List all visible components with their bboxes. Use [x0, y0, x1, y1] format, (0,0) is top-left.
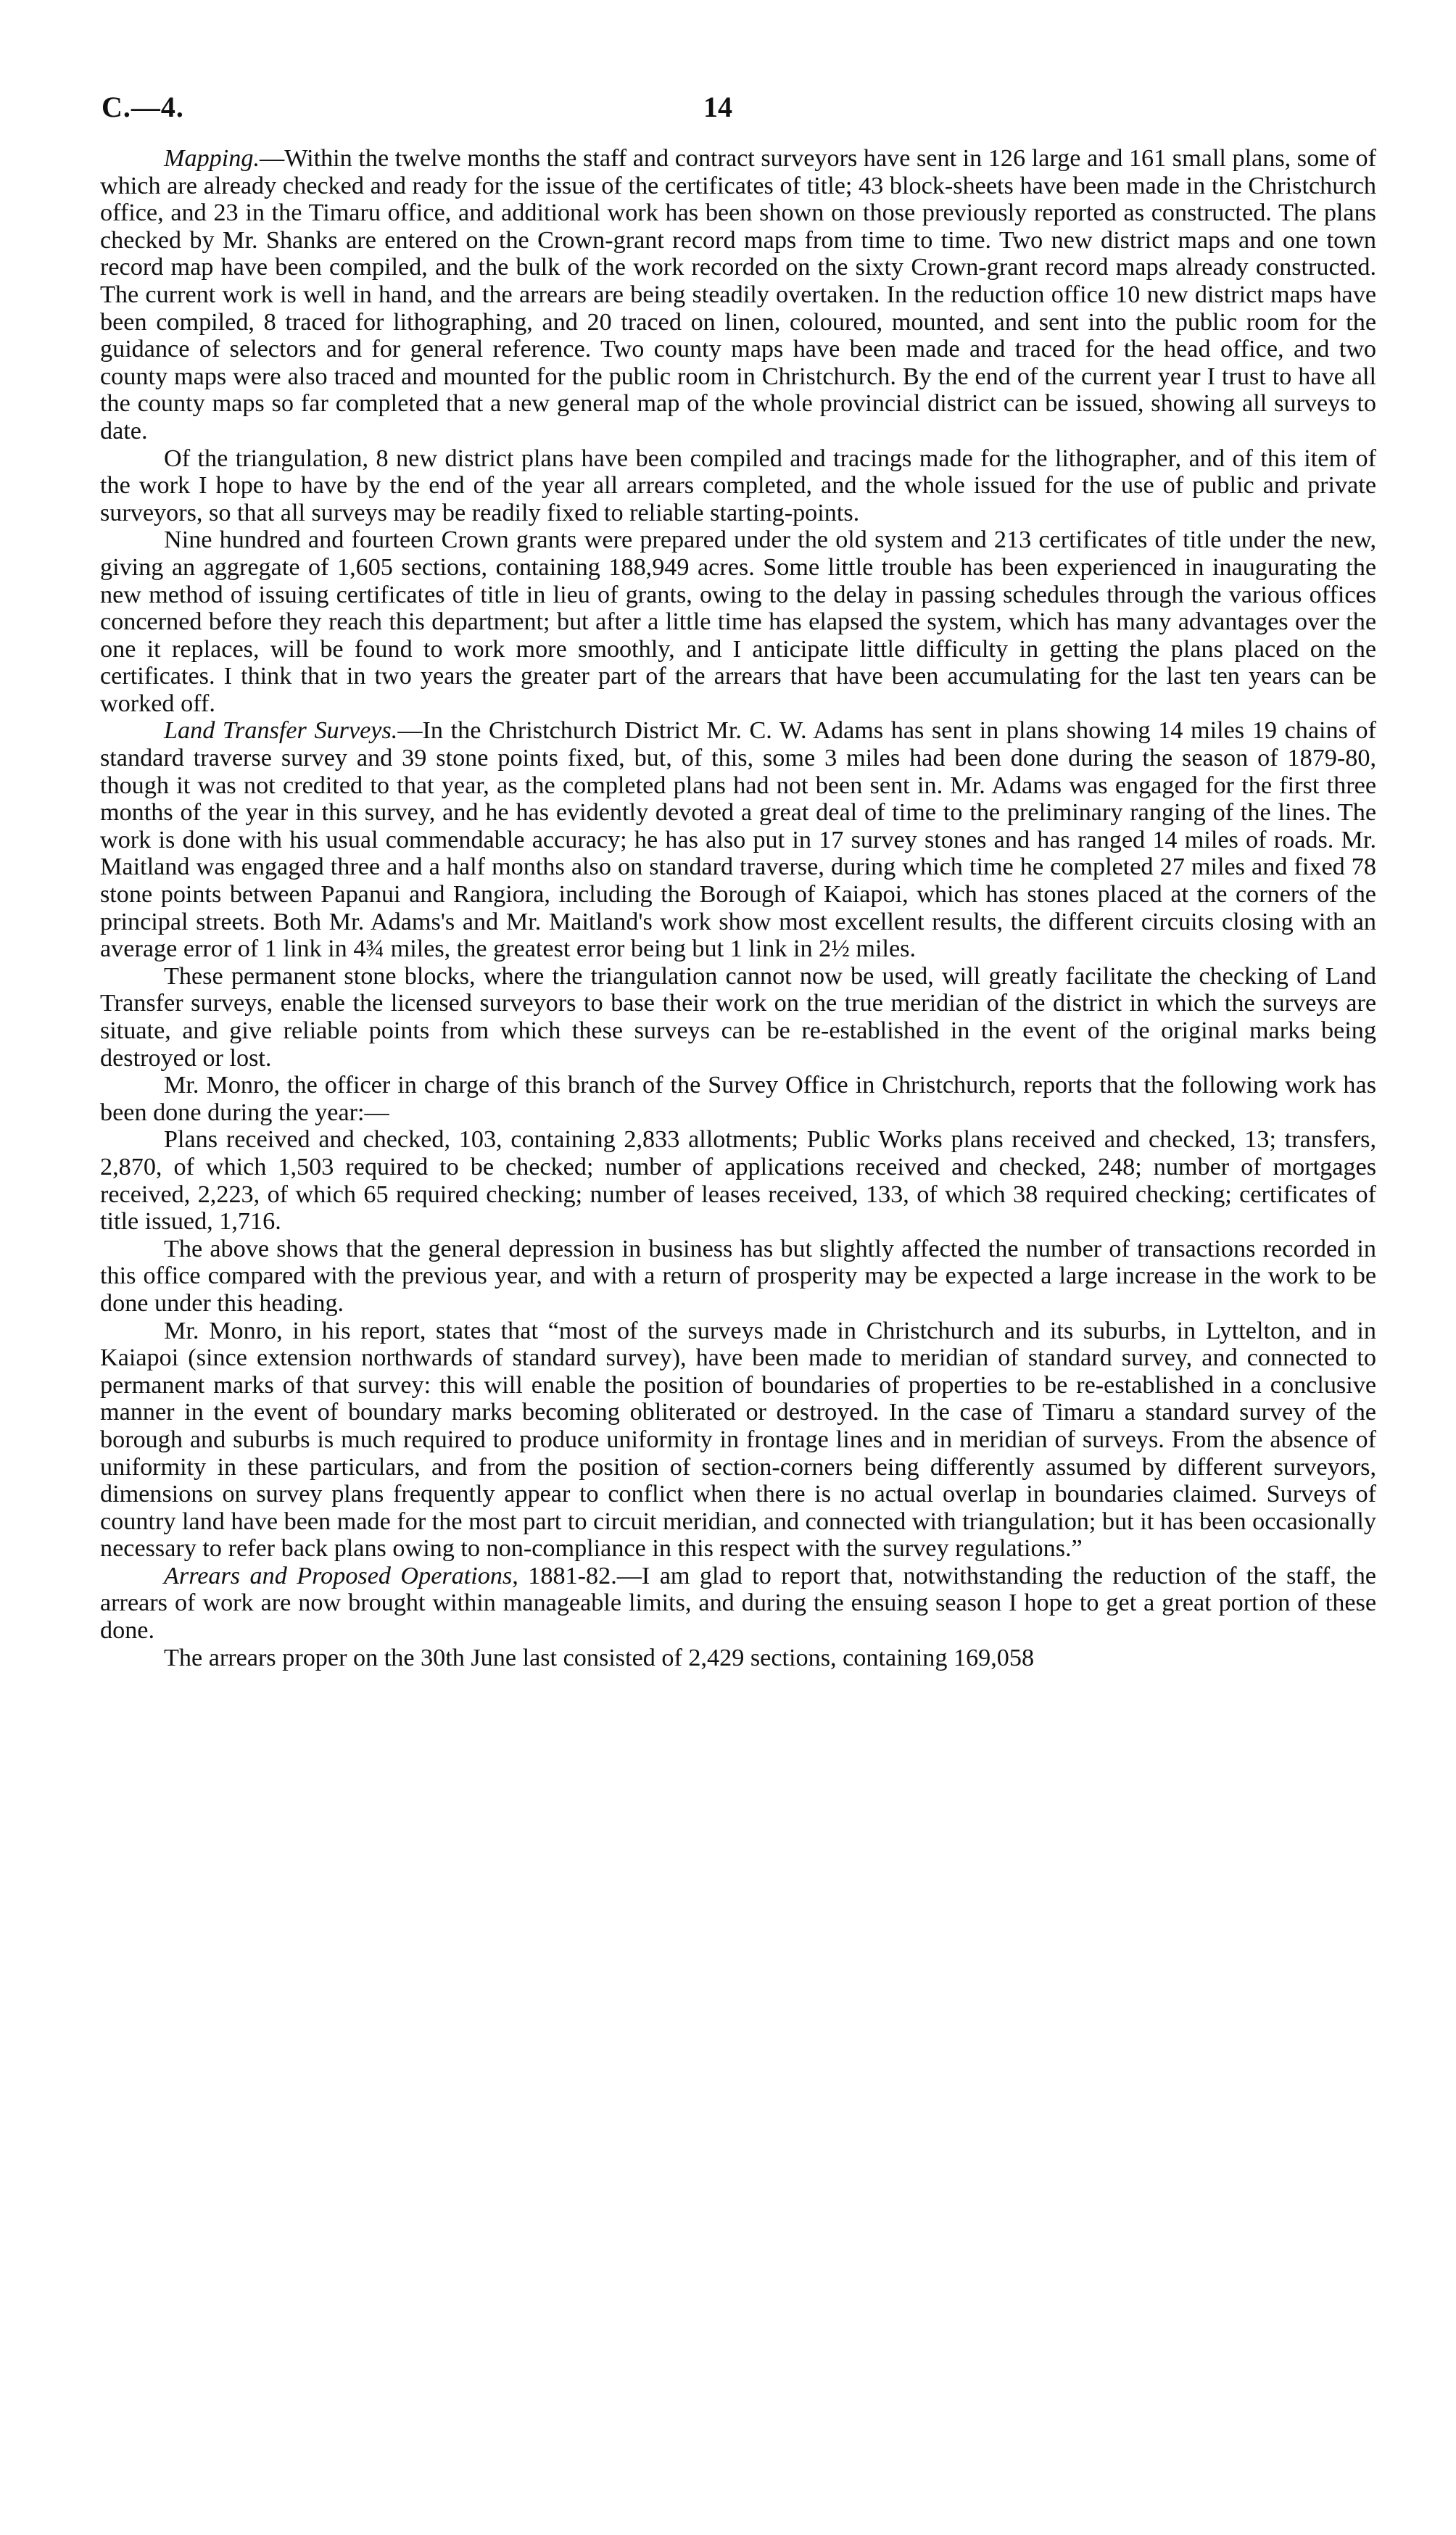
paragraph-crown-grants [100, 526, 1376, 717]
report-body [100, 145, 1376, 1671]
paragraph-text: Mr. Monro, the officer in charge of this branch of the Survey Office in Christchurch, reports that the following work has been done during the year:— [100, 1072, 1376, 1126]
paragraph-arrears-proper [100, 1645, 1376, 1672]
page-number: 14 [703, 91, 732, 123]
section-heading-arrears: Arrears and Proposed Operations, [164, 1562, 518, 1589]
paragraph-monro-quote [100, 1318, 1376, 1563]
document-reference: C.—4. [102, 91, 184, 123]
paragraph-plans-received [100, 1126, 1376, 1235]
paragraph-text: The above shows that the general depression in business has but slightly affected the number of transactions recorded in this office compared with the previous year, and with a return of prosperity may be expected a large increase in the work to be done under this heading. [100, 1235, 1376, 1317]
paragraph-text: Mr. Monro, in his report, states that “most of the surveys made in Christchurch and its suburbs, in Lyttelton, and in Kaiapoi (since extension northwards of standard survey), have been made to meridian of standard survey, and connected to permanent marks of that survey: this will enable the position of boundaries of properties to be re-established in a conclusive manner in the event of boundary marks becoming obliterated or destroyed. In the case of Timaru a standard survey of the borough and suburbs is much required to produce uniformity in frontage lines and in meridian of surveys. From the absence of uniformity in these particulars, and from the position of section-corners being differently assumed by different surveyors, dimensions on survey plans frequently appear to conflict when there is no actual overlap in boundaries claimed. Surveys of country land have been made for the most part to circuit meridian, and connected with triangulation; but it has been occasionally necessary to refer back plans owing to non-compliance in this respect with the survey regulations.” [100, 1317, 1376, 1563]
paragraph-text: These permanent stone blocks, where the triangulation cannot now be used, will greatly facilitate the checking of Land Transfer surveys, enable the licensed surveyors to base their work on the true meridian of the district in which the surveys are situate, and give reliable points from which these surveys can be re-established in the event of the original marks being destroyed or lost. [100, 962, 1376, 1072]
paragraph-text: Nine hundred and fourteen Crown grants were prepared under the old system and 213 certificates of title under the new, giving an aggregate of 1,605 sections, containing 188,949 acres. Some little trouble has been experienced in inaugurating the new method of issuing certificates of title in lieu of grants, owing to the delay in passing schedules through the various offices concerned before they reach this department; but after a little time has elapsed the system, which has many advantages over the one it replaces, will be found to work more smoothly, and I anticipate little difficulty in getting the plans placed on the certificates. I think that in two years the greater part of the arrears that have been accumulating for the last ten years can be worked off. [100, 526, 1376, 717]
paragraph-depression [100, 1236, 1376, 1318]
section-heading-mapping: Mapping. [164, 145, 260, 172]
paragraph-text: —Within the twelve months the staff and contract surveyors have sent in 126 large and 161 small plans, some of which are already checked and ready for the issue of the certificates of title; 43 block-sheets have been made in the Christchurch office, and 23 in the Timaru office, and additional work has been shown on those previously reported as constructed. The plans checked by Mr. Shanks are entered on the Crown-grant record maps from time to time. Two new district maps and one town record map have been compiled, and the bulk of the work recorded on the sixty Crown-grant record maps already constructed. The current work is well in hand, and the arrears are being steadily overtaken. In the reduction office 10 new district maps have been compiled, 8 traced for lithographing, and 20 traced on linen, coloured, mounted, and sent into the public room for the guidance of selectors and for general reference. Two county maps have been made and traced for the head office, and two county maps were also traced and mounted for the public room in Christchurch. By the end of the current year I trust to have all the county maps so far completed that a new general map of the whole provincial district can be issued, showing all surveys to date. [100, 145, 1376, 444]
paragraph-stone-blocks [100, 963, 1376, 1072]
paragraph-text: —In the Christchurch District Mr. C. W. Adams has sent in plans showing 14 miles 19 chains of standard traverse survey and 39 stone points fixed, but, of this, some 3 miles had been done during the season of 1879-80, though it was not credited to that year, as the completed plans had not been sent in. Mr. Adams was engaged for the first three months of the year in this survey, and he has evidently devoted a great deal of time to the preliminary ranging of the lines. The work is done with his usual commendable accuracy; he has also put in 17 survey stones and has ranged 14 miles of roads. Mr. Maitland was engaged three and a half months also on standard traverse, during which time he completed 27 miles and fixed 78 stone points between Papanui and Rangiora, including the Borough of Kaiapoi, which has stones placed at the corners of the principal streets. Both Mr. Adams's and Mr. Maitland's work show most excellent results, the different circuits closing with an average error of 1 link in 4¾ miles, the greatest error being but 1 link in 2½ miles. [100, 717, 1376, 963]
paragraph-text: 1881-82.—I am glad to report that, notwithstanding the reduction of the staff, the arrears of work are now brought within manageable limits, and during the ensuing season I hope to get a great portion of these done. [100, 1562, 1376, 1645]
paragraph-triangulation [100, 445, 1376, 527]
page-header [102, 90, 1370, 133]
section-heading-land-transfer-surveys: Land Transfer Surveys. [164, 717, 398, 745]
paragraph-arrears [100, 1563, 1376, 1645]
paragraph-mapping [100, 145, 1376, 445]
paragraph-text: Of the triangulation, 8 new district plans have been compiled and tracings made for the lithographer, and of this item of the work I hope to have by the end of the year all arrears completed, and the whole issued for the use of public and private surveyors, so that all surveys may be readily fixed to reliable starting-points. [100, 444, 1376, 526]
paragraph-text: The arrears proper on the 30th June last consisted of 2,429 sections, containing 169,058 [164, 1644, 1035, 1671]
paragraph-text: Plans received and checked, 103, containing 2,833 allotments; Public Works plans received and checked, 13; transfers, 2,870, of which 1,503 required to be checked; number of applications received and checked, 248; number of mortgages received, 2,223, of which 65 required checking; number of leases received, 133, of which 38 required checking; certificates of title issued, 1,716. [100, 1126, 1376, 1236]
paragraph-land-transfer-surveys [100, 717, 1376, 962]
paragraph-monro-report-intro [100, 1072, 1376, 1126]
